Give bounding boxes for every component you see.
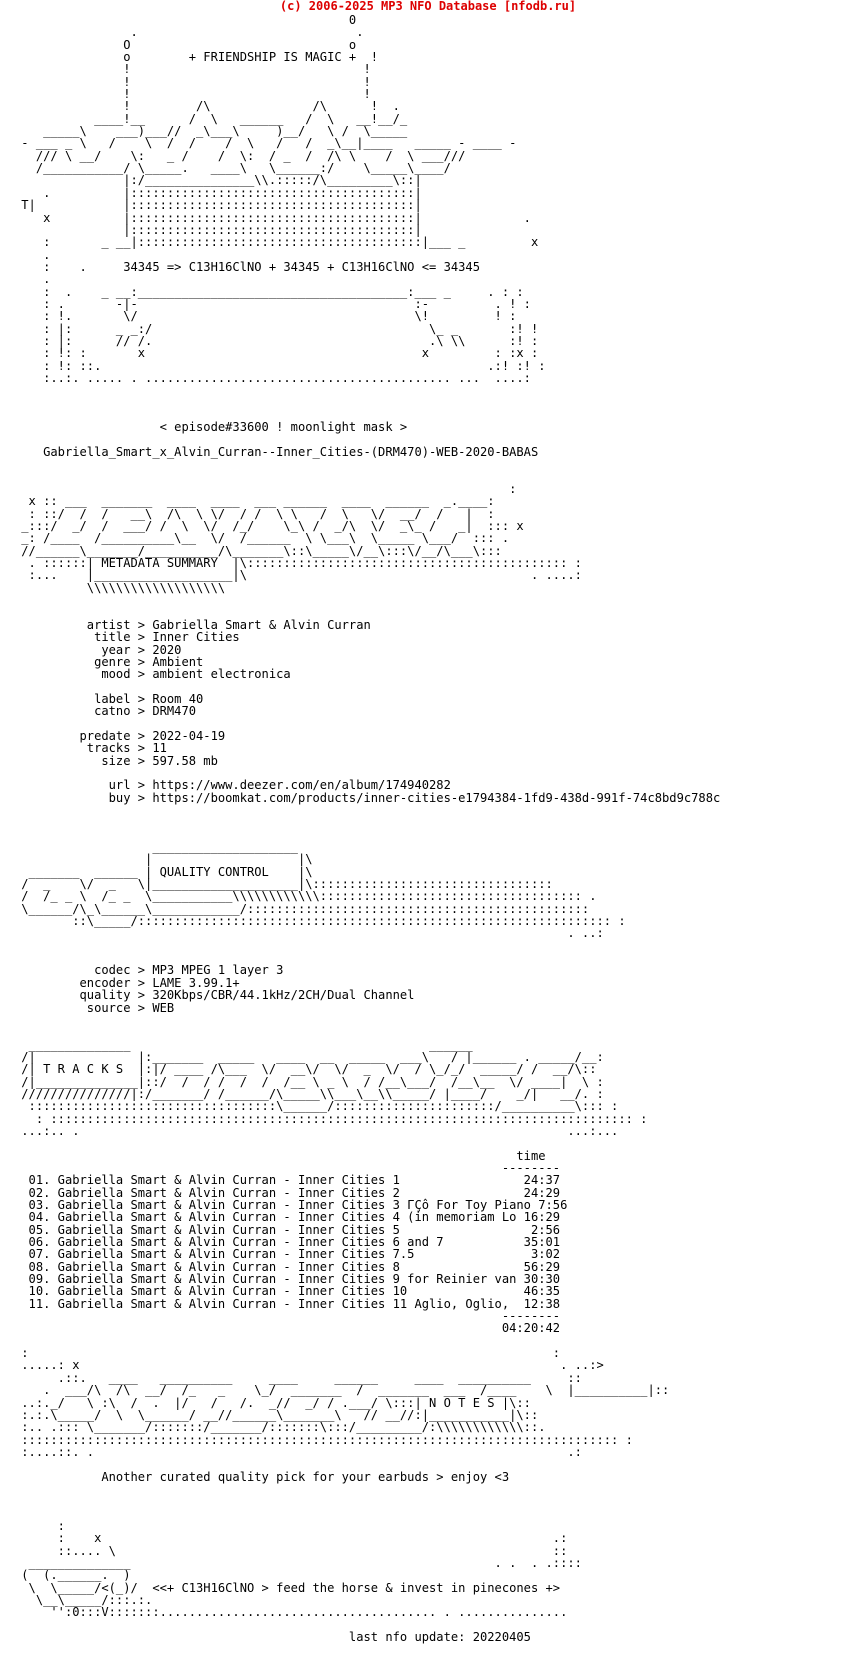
nfo-line: :... |___________________|\ . ....: <box>14 568 582 583</box>
nfo-line: url > https://www.deezer.com/en/album/174940282 <box>14 778 451 793</box>
nfo-line: .::. ____ __________ ____ ______ ____ __________ :: <box>14 1370 582 1385</box>
nfo-line: predate > 2022-04-19 <box>14 728 226 743</box>
nfo-line: : !. \/ \! ! : <box>14 309 517 324</box>
nfo-line: . |:::::::::::::::::::::::::::::::::::::::| <box>14 185 422 200</box>
nfo-line: title > Inner Cities <box>14 630 240 645</box>
nfo-line: 04:20:42 <box>14 1321 561 1336</box>
nfo-line: T| |:::::::::::::::::::::::::::::::::::::::| <box>14 198 422 213</box>
nfo-line: ____________________ <box>14 840 298 855</box>
nfo-line: . ..: <box>14 926 604 941</box>
nfo-line: . <box>14 247 51 262</box>
nfo-line: / _ \/ _ \|____________________|\::::::::::::::::::::::::::::::::: <box>14 877 553 892</box>
nfo-line: /| T R A C K S |:|/ ____ /\___ \/ __\/ \/ _ \/ / \_/_/ _____/ / __/\:: <box>14 1062 597 1077</box>
nfo-line: 06. Gabriella Smart & Alvin Curran - Inner Cities 6 and 7 35:01 <box>14 1235 561 1250</box>
nfo-line: -------- <box>14 1160 561 1175</box>
nfo-line: 07. Gabriella Smart & Alvin Curran - Inner Cities 7.5 3:02 <box>14 1247 561 1262</box>
nfo-line: size > 597.58 mb <box>14 753 218 768</box>
nfo-line: \__\_____/:::.:. <box>14 1593 153 1607</box>
nfo-line: ..:._/ \ :\ / . |/ / /. _// _/ / .___/ \:::| N O T E S |\:: <box>14 1395 531 1410</box>
nfo-line: :.. .::: \_______/:::::::/_______/:::::::\:::/_________/:\\\\\\\\\\\\::. <box>14 1420 546 1435</box>
nfo-line: ! /\ /\ ! . <box>14 99 400 114</box>
nfo-line: ______________ ______ <box>14 1037 473 1052</box>
nfo-line: x :: ___ _______ ____ ____ ___ ______ ____ ______ _.____: <box>14 494 495 509</box>
nfo-line: 08. Gabriella Smart & Alvin Curran - Inner Cities 8 56:29 <box>14 1259 561 1274</box>
nfo-line: /|______________|::/ / / / / / /__ \ _ \ / /__\___/ /__\__ \/ ____| \ : <box>14 1074 604 1089</box>
nfo-line: : !: : x x : :x : <box>14 346 539 361</box>
nfo-line: ...:.. . ...:... <box>14 1123 619 1138</box>
nfo-line: : <box>14 1518 65 1533</box>
nfo-line: 04. Gabriella Smart & Alvin Curran - Inner Cities 4 (in memoriam Lo 16:29 <box>14 1210 561 1225</box>
nfo-line: tracks > 11 <box>14 741 167 756</box>
nfo-line: :::::::::::::::::::::::::::::::::::::::::::::::::::::::::::::::::::::::::::::::::: : <box>14 1432 633 1447</box>
nfo-line: ::.... \ :: <box>14 1543 568 1558</box>
nfo-line: time <box>14 1148 546 1163</box>
nfo-line: / /_ _ \ /_ _ \___________\\\\\\\\\\\\:::::::::::::::::::::::::::::::::::: . <box>14 889 597 904</box>
nfo-line: Gabriella_Smart_x_Alvin_Curran--Inner_Cities-(DRM470)-WEB-2020-BABAS <box>14 445 539 460</box>
nfo-line: artist > Gabriella Smart & Alvin Curran <box>14 617 371 632</box>
nfo-line: ( (.______. ) <box>14 1568 131 1583</box>
nfo-line: : |: // /. .\ \\ :! : <box>14 333 539 348</box>
nfo-line: ! ! <box>14 74 371 89</box>
nfo-line: ______________ . . . .:::: <box>14 1555 582 1570</box>
nfo-line: ! ! <box>14 62 371 77</box>
nfo-line: ____!__ / \ ______ / \ __!__/_ <box>14 111 408 126</box>
nfo-line: : :::::::::::::::::::::::::::::::::::::::::::::::::::::::::::::::::::::::::::::::: : <box>14 1111 648 1126</box>
nfo-line: < episode#33600 ! moonlight mask > <box>14 420 408 435</box>
nfo-line: : _ __|:::::::::::::::::::::::::::::::::::::::|___ _ x <box>14 235 539 250</box>
nfo-line: :.:.\_____/ \ \______/ __//______\_______\ // __//:|___________|\:: <box>14 1407 539 1422</box>
nfo-line: 11. Gabriella Smart & Alvin Curran - Inner Cities 11 Aglio, Oglio, 12:38 <box>14 1296 561 1311</box>
nfo-line: ///////////////|:/_______/ /______/\_____\\___\__\\_____/ |____/ _/| __/. : <box>14 1086 604 1101</box>
nfo-line: |:::::::::::::::::::::::::::::::::::::::| <box>14 222 422 237</box>
nfo-line: :..:. ..... . .......................................... ... ....: <box>14 370 531 385</box>
nfo-line: x |:::::::::::::::::::::::::::::::::::::::| . <box>14 210 531 225</box>
nfo-line: 03. Gabriella Smart & Alvin Curran - Inner Cities 3 ΓÇô For Toy Piano 7:56 <box>14 1198 568 1212</box>
nfo-line: :....::. . .: <box>14 1444 582 1459</box>
nfo-line: ::\_____/::::::::::::::::::::::::::::::::::::::::::::::::::::::::::::::::: : <box>14 914 626 929</box>
nfo-line: 05. Gabriella Smart & Alvin Curran - Inner Cities 5 2:56 <box>14 1222 561 1237</box>
nfo-line: O o <box>14 37 357 52</box>
nfo-line: 01. Gabriella Smart & Alvin Curran - Inner Cities 1 24:37 <box>14 1173 561 1188</box>
nfo-line: quality > 320Kbps/CBR/44.1kHz/2CH/Dual Channel <box>14 988 415 1003</box>
nfo-line: ::::::::::::::::::::::::::::::::::\______/::::::::::::::::::::::/__________\::: : <box>14 1099 619 1114</box>
nfo-line: /___________/ \_____. ____\ \______:/ \_____\____/ <box>14 161 451 176</box>
nfo-line: _____\ ___)___// _\___\ )__/ \ / \_____ <box>14 124 408 139</box>
nfo-line: : : <box>14 1346 561 1361</box>
nfo-line: label > Room 40 <box>14 691 204 706</box>
nfo-line: _: /____ /__________\__ \/ /______ \ \___\ \_____ \___/ ::: . <box>14 531 510 546</box>
nfo-line: | |\ <box>14 852 313 867</box>
nfo-line: /// \ __/ \: _ / / \: / _ / /\ \ / \ ___/// <box>14 148 466 163</box>
nfo-line: encoder > LAME 3.99.1+ <box>14 975 240 990</box>
nfo-line: : . _ __:_____________________________________:___ _ . : : <box>14 284 524 299</box>
nfo-line: \ \_____/<(_)/ <<+ C13H16ClNO > feed the horse & invest in pinecones +> <box>14 1580 561 1595</box>
nfo-line: . . <box>14 25 364 40</box>
nfo-line: _:::/ _/ / ___/ / \ \/ /_/ \_\ / _/\ \/ _\_ / _| ::: x <box>14 519 524 534</box>
nfo-line: : !: ::. .:! :! : <box>14 358 546 373</box>
nfo-line: 10. Gabriella Smart & Alvin Curran - Inner Cities 10 46:35 <box>14 1284 561 1299</box>
nfo-line: 02. Gabriella Smart & Alvin Curran - Inner Cities 2 24:29 <box>14 1185 561 1200</box>
nfo-line: 0 <box>14 13 357 27</box>
nfo-line: . <box>14 272 51 287</box>
nfo-line: catno > DRM470 <box>14 704 197 719</box>
nfo-line: _______ ______ | QUALITY CONTROL |\ <box>14 864 313 879</box>
nfo-line: . ___/\ /\ __/ /_ _ \_/ _______ / _______ ___ /____ \ |__________|:: <box>14 1383 670 1398</box>
nfo-line: genre > Ambient <box>14 654 204 669</box>
nfo-line: - ___ _ \ / \ / / / \ / / _\__|____ _____ - ____ - <box>14 136 517 151</box>
nfo-line: ! ! <box>14 87 371 102</box>
nfo-line: |:/_______________\\.:::::/\_________\::| <box>14 173 422 188</box>
nfo-line: : |: _ _:/ \_ _ :! ! <box>14 321 539 336</box>
nfo-line: : . -|- :- . ! : <box>14 296 531 311</box>
nfo-line: codec > MP3 MPEG 1 layer 3 <box>14 963 284 978</box>
nfo-line: : <box>14 482 517 497</box>
nfo-line: -------- <box>14 1309 561 1324</box>
nfo-line: '':0:::V:::::::...................................... . ............... <box>14 1605 568 1620</box>
nfo-text <box>14 14 720 1643</box>
nfo-line: \\\\\\\\\\\\\\\\\\\ <box>14 580 226 595</box>
nfo-line: : x .: <box>14 1531 568 1546</box>
nfo-line: : ::/ / / __\ /\ \ \/ / / \ \ / \ \/ __/ / | : <box>14 506 495 521</box>
nfo-line: 09. Gabriella Smart & Alvin Curran - Inner Cities 9 for Reinier van 30:30 <box>14 1272 561 1287</box>
nfo-line: .....: x . ..:> <box>14 1358 604 1373</box>
nfo-line: //______\_______/__________/\_______\::\_____\/__\:::\/__/\___\::: <box>14 543 502 558</box>
nfo-line: : . 34345 => C13H16ClNO + 34345 + C13H16ClNO <= 34345 <box>14 259 480 274</box>
nfo-line: mood > ambient electronica <box>14 667 291 682</box>
nfo-line: o + FRIENDSHIP IS MAGIC + ! <box>14 50 379 65</box>
nfo-line: last nfo update: 20220405 <box>14 1630 531 1645</box>
nfo-line: . ::::::| METADATA SUMMARY |\:::::::::::::::::::::::::::::::::::::::::::: : <box>14 556 582 571</box>
nfo-line: year > 2020 <box>14 642 182 657</box>
nfo-line: /| |:_______ _____ ____ __ _____ ___\ / |______ . _____/__: <box>14 1049 604 1064</box>
nfo-line: Another curated quality pick for your earbuds > enjoy <3 <box>14 1469 510 1484</box>
nfo-line: source > WEB <box>14 1000 175 1015</box>
nfo-line: buy > https://boomkat.com/products/inner-cities-e1794384-1fd9-438d-991f-74c8bd9c788c <box>14 790 721 805</box>
nfo-line: \______/\_\______\____________/::::::::::::::::::::::::::::::::::::::::::::::: <box>14 901 590 916</box>
site-header: (c) 2006-2025 MP3 NFO Database [nfodb.ru] <box>279 0 577 13</box>
